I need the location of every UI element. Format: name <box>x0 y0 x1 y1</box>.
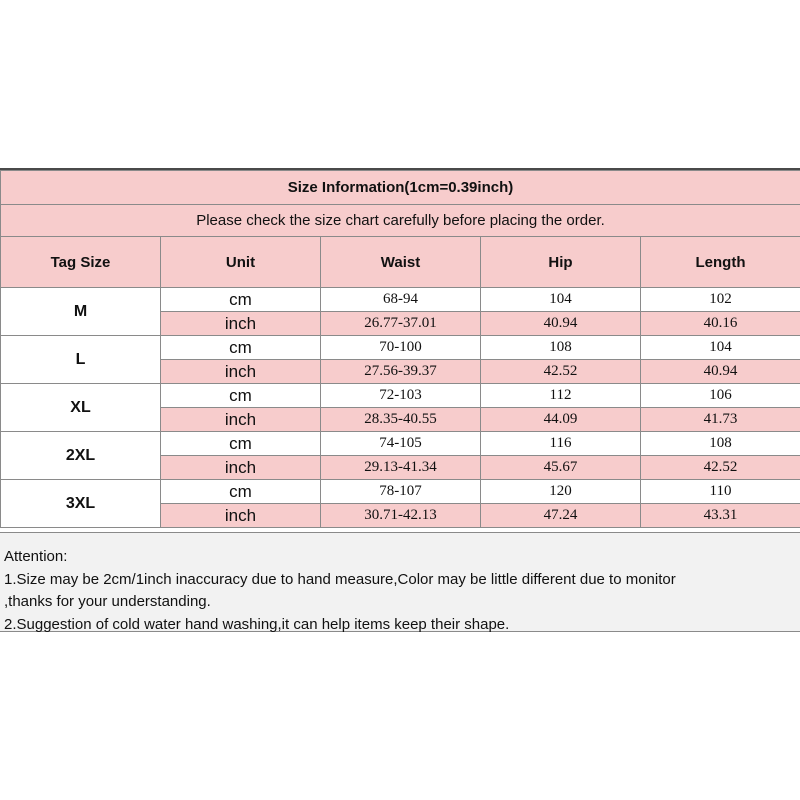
hip-cell: 116 <box>481 432 641 456</box>
length-cell: 40.94 <box>641 360 800 384</box>
length-cell: 110 <box>641 480 800 504</box>
waist-cell: 27.56-39.37 <box>321 360 481 384</box>
column-header-waist: Waist <box>321 237 481 288</box>
waist-cell: 74-105 <box>321 432 481 456</box>
tag-size-cell: 3XL <box>1 480 161 528</box>
hip-cell: 112 <box>481 384 641 408</box>
tag-size-cell: M <box>1 288 161 336</box>
table-row <box>1 432 800 456</box>
hip-cell: 47.24 <box>481 504 641 528</box>
hip-cell: 45.67 <box>481 456 641 480</box>
waist-cell: 72-103 <box>321 384 481 408</box>
length-cell: 102 <box>641 288 800 312</box>
table-row <box>1 480 800 504</box>
waist-cell: 28.35-40.55 <box>321 408 481 432</box>
waist-cell: 68-94 <box>321 288 481 312</box>
hip-cell: 44.09 <box>481 408 641 432</box>
unit-cell: inch <box>161 312 321 336</box>
hip-cell: 40.94 <box>481 312 641 336</box>
unit-cell: inch <box>161 408 321 432</box>
length-cell: 43.31 <box>641 504 800 528</box>
hip-cell: 120 <box>481 480 641 504</box>
unit-cell: cm <box>161 480 321 504</box>
note-line: ,thanks for your understanding. <box>4 593 211 610</box>
size-table <box>0 170 800 528</box>
length-cell: 108 <box>641 432 800 456</box>
note-line: 1.Size may be 2cm/1inch inaccuracy due to hand measure,Color may be little different due to monitor <box>4 570 676 588</box>
table-row <box>1 288 800 312</box>
unit-cell: cm <box>161 336 321 360</box>
unit-cell: inch <box>161 360 321 384</box>
column-header-unit: Unit <box>161 237 321 288</box>
length-cell: 40.16 <box>641 312 800 336</box>
waist-cell: 26.77-37.01 <box>321 312 481 336</box>
length-cell: 104 <box>641 336 800 360</box>
note-line: 2.Suggestion of cold water hand washing,it can help items keep their shape. <box>4 615 510 633</box>
tag-size-cell: 2XL <box>1 432 161 480</box>
chart-subtitle: Please check the size chart carefully before placing the order. <box>1 205 800 237</box>
tag-size-cell: L <box>1 336 161 384</box>
unit-cell: inch <box>161 504 321 528</box>
unit-cell: cm <box>161 288 321 312</box>
unit-cell: cm <box>161 384 321 408</box>
unit-cell: cm <box>161 432 321 456</box>
hip-cell: 108 <box>481 336 641 360</box>
column-header-tag-size: Tag Size <box>1 237 161 288</box>
chart-title: Size Information(1cm=0.39inch) <box>1 171 800 205</box>
waist-cell: 70-100 <box>321 336 481 360</box>
hip-cell: 42.52 <box>481 360 641 384</box>
column-header-hip: Hip <box>481 237 641 288</box>
hip-cell: 104 <box>481 288 641 312</box>
column-header-length: Length <box>641 237 800 288</box>
attention-heading: Attention: <box>4 548 68 565</box>
table-row <box>1 384 800 408</box>
waist-cell: 30.71-42.13 <box>321 504 481 528</box>
unit-cell: inch <box>161 456 321 480</box>
attention-notes <box>0 532 800 632</box>
table-row <box>1 336 800 360</box>
waist-cell: 29.13-41.34 <box>321 456 481 480</box>
length-cell: 42.52 <box>641 456 800 480</box>
length-cell: 106 <box>641 384 800 408</box>
tag-size-cell: XL <box>1 384 161 432</box>
length-cell: 41.73 <box>641 408 800 432</box>
waist-cell: 78-107 <box>321 480 481 504</box>
